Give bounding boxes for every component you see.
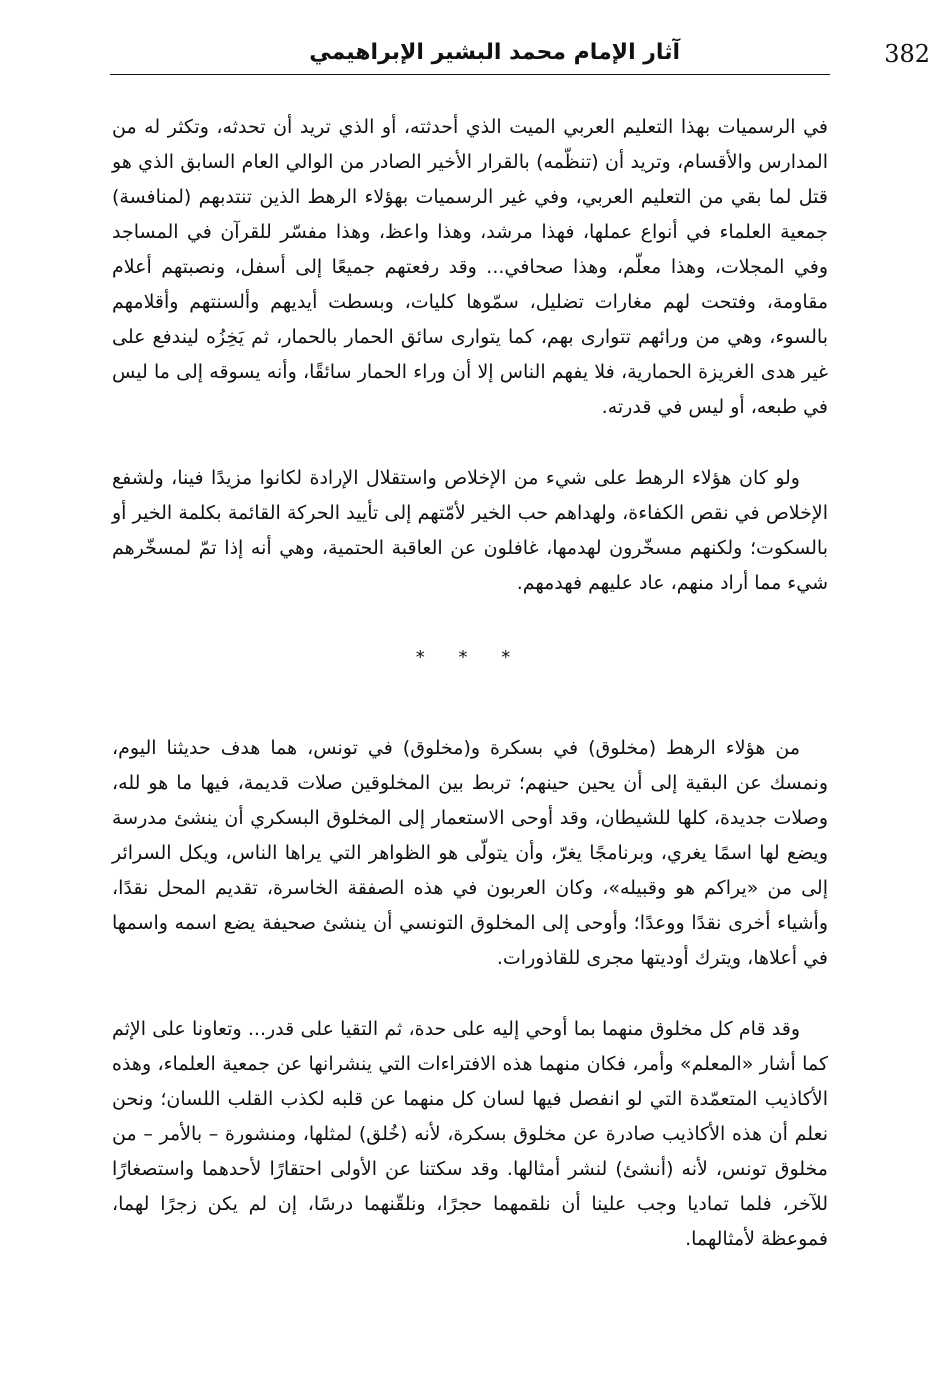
running-head (110, 32, 930, 76)
paragraph-2: ولو كان هؤلاء الرهط على شيء من الإخلاص واستقلال الإرادة لكانوا مزيدًا فينا، ولشفع الإخلاص في نقص الكفاءة، ولهداهم حب الخير لأمّتهم إلى تأييد الحركة القائمة بكلمة الخير أو بالسكوت؛ ولكنهم مسخّرون لهدمها، غافلون عن العاقبة الحتمية، وهي أنه إذا تمّ لمسخّرهم شيء مما أراد منهم، عاد عليهم فهدمهم. (112, 467, 828, 594)
paragraph-3: من هؤلاء الرهط (مخلوق) في بسكرة و(مخلوق) في تونس، هما هدف حديثنا اليوم، ونمسك عن البقية إلى أن يحين حينهم؛ تربط بين المخلوقين صلات قديمة، فيها ما هو لله، وصلات جديدة، كلها للشيطان، وقد أوحى الاستعمار إلى المخلوق البسكري أن ينشئ مدرسة ويضع لها اسمًا يغري، وبرنامجًا يغرّ، وأن يتولّى هو الظواهر التي يراها الناس، ويكل السرائر إلى من «يراكم هو وقبيله»، وكان العربون في هذه الصفقة الخاسرة، تقديم المحل نقدًا، وأشياء أخرى نقدًا ووعدًا؛ وأوحى إلى المخلوق التونسي أن ينشئ صحيفة يضع اسمه واسمها في أعلاها، ويترك أوديتها مجرى للقاذورات. (112, 737, 828, 969)
header-rule (110, 74, 830, 75)
running-head-title: آثار الإمام محمد البشير الإبراهيمي (309, 40, 680, 65)
section-separator: * * * (415, 647, 525, 668)
page-number: 382 (884, 40, 930, 68)
main-text (112, 110, 828, 1257)
paragraph-1: في الرسميات بهذا التعليم العربي الميت الذي أحدثته، أو الذي تريد أن تحدثه، وتكثر له من المدارس والأقسام، وتريد أن (تنظّمه) بالقرار الأخير الصادر من الوالي العام السابق الذي هو قتل لما بقي من التعليم العربي، وفي غير الرسميات بهؤلاء الرهط الذين تنتدبهم (لمنافسة) جمعية العلماء في أنواع عملها، فهذا مرشد، وهذا واعظ، وهذا مفسّر للقرآن في المساجد وفي المجلات، وهذا معلّم، وهذا صحافي... وقد رفعتهم جميعًا إلى أسفل، ونصبتهم أعلام مقاومة، وفتحت لهم مغارات تضليل، سمّوها كليات، وبسطت أيديهم وألسنتهم وأقلامهم بالسوء، وهي من ورائهم تتوارى بهم، كما يتوارى سائق الحمار بالحمار، ثم يَخِزُه ليندفع على غير هدى الغريزة الحمارية، فلا يفهم الناس إلا أن وراء الحمار سائقًا، وأنه يسوقه إلى ما ليس في طبعه، أو ليس في قدرته. (112, 116, 828, 418)
paragraph-4: وقد قام كل مخلوق منهما بما أوحي إليه على حدة، ثم التقيا على قدر... وتعاونا على الإثم كما أشار «المعلم» وأمر، فكان منهما هذه الافتراءات التي ينشرانها عن جمعية العلماء، وهذه الأكاذيب المتعمّدة التي لو انفصل فيها لسان كل منهما عن قلبه لكذب القلب اللسان؛ ونحن نعلم أن هذه الأكاذيب صادرة عن مخلوق بسكرة، لأنه (خُلق) لمثلها، ومنشورة – بالأمر – من مخلوق تونس، لأنه (أنشئ) لنشر أمثالها. وقد سكتنا عن الأولى احتقارًا لأحدهما واستصغارًا للآخر، فلما تماديا وجب علينا أن نلقمهما حجرًا، ونلقّنهما درسًا، إن لم يكن زجرًا لهما، فموعظة لأمثالهما. (112, 1018, 828, 1250)
